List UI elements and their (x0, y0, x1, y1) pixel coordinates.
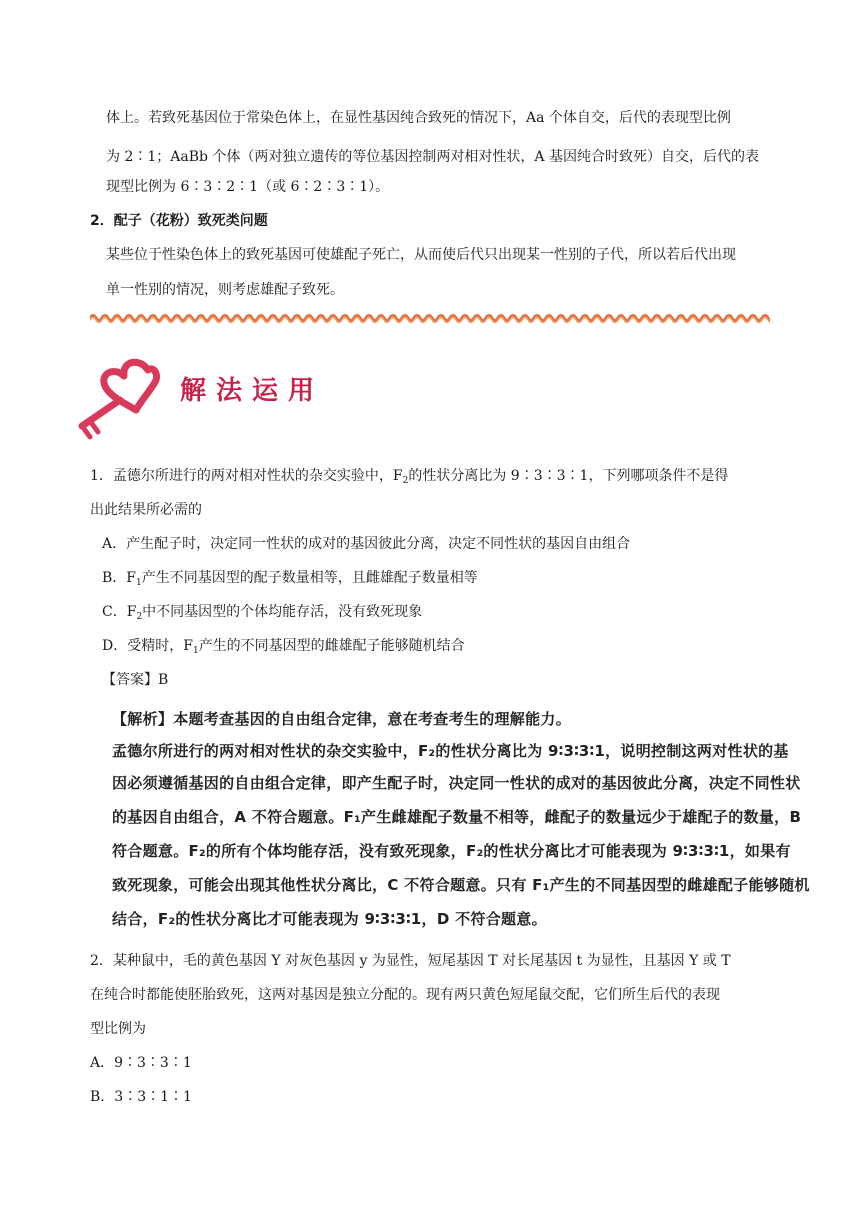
q1-option-b: B．$F_1$产生不同基因型的配子数量相等，且雌雄配子数量相等 (102, 570, 478, 588)
section-line-2: 单一性别的情况，则考虑雄配子致死。 (106, 282, 344, 298)
intro-line-3: 现型比例为 6∶3∶2∶1（或 6∶2∶3∶1）。 (106, 179, 390, 195)
analysis-line-7: 结合，F₂的性状分离比才可能表现为 9∶3∶3∶1，D 不符合题意。 (112, 910, 547, 928)
q1-stem-line-2: 出此结果所必需的 (90, 502, 202, 518)
q1-analysis (112, 706, 816, 936)
q1-stem-line-1: 1．孟德尔所进行的两对相对性状的杂交实验中，$F_2$的性状分离比为 9∶3∶3∶1，下列哪项条件不是得 (90, 468, 729, 486)
analysis-line-5: 符合题意。F₂的所有个体均能存活，没有致死现象，F₂的性状分离比才可能表现为 9∶3∶3∶1，如果有 (112, 842, 791, 860)
heart-key-icon (70, 356, 180, 442)
analysis-line-6: 致死现象，可能会出现其他性状分离比，C 不符合题意。只有 F₁产生的不同基因型的雌雄配子能够随机 (112, 876, 810, 894)
q1-answer: 【答案】B (102, 672, 169, 688)
wavy-divider (90, 311, 770, 325)
q1-option-a: A．产生配子时，决定同一性状的成对的基因彼此分离，决定不同性状的基因自由组合 (102, 536, 631, 552)
analysis-line-4: 的基因自由组合，A 不符合题意。F₁产生雌雄配子数量不相等，雌配子的数量远少于雄配子的数量，B (112, 808, 802, 826)
banner-title: 解法运用 (180, 376, 325, 406)
section-heading: 2．配子（花粉）致死类问题 (90, 213, 268, 229)
q2-option-b: B．3∶3∶1∶1 (90, 1089, 192, 1105)
q2-option-a: A．9∶3∶3∶1 (90, 1055, 192, 1071)
intro-line-2: 为 2∶1；AaBb 个体（两对独立遗传的等位基因控制两对相对性状，A 基因纯合时致死）自交，后代的表 (106, 149, 759, 165)
section-line-1: 某些位于性染色体上的致死基因可使雄配子死亡，从而使后代只出现某一性别的子代，所以若后代出现 (106, 247, 736, 263)
q1-option-d: D．受精时，$F_1$产生的不同基因型的雌雄配子能够随机结合 (102, 638, 465, 656)
q2-stem-line-2: 在纯合时都能使胚胎致死，这两对基因是独立分配的。现有两只黄色短尾鼠交配，它们所生后代的表现 (90, 987, 720, 1003)
analysis-line-2: 孟德尔所进行的两对相对性状的杂交实验中，F₂的性状分离比为 9∶3∶3∶1，说明控制这两对性状的基 (112, 742, 789, 760)
analysis-line-3: 因必须遵循基因的自由组合定律，即产生配子时，决定同一性状的成对的基因彼此分离，决定不同性状 (112, 774, 801, 792)
intro-line-1: 体上。若致死基因位于常染色体上，在显性基因纯合致死的情况下，Aa 个体自交，后代的表现型比例 (106, 110, 731, 126)
q2-stem-line-1: 2．某种鼠中，毛的黄色基因 Y 对灰色基因 y 为显性，短尾基因 T 对长尾基因 t 为显性，且基因 Y 或 T (90, 953, 731, 969)
q1-option-c: C．$F_2$中不同基因型的个体均能存活，没有致死现象 (102, 604, 423, 622)
q2-stem-line-3: 型比例为 (90, 1021, 146, 1037)
analysis-line-1: 【解析】本题考查基因的自由组合定律，意在考查考生的理解能力。 (112, 710, 572, 728)
